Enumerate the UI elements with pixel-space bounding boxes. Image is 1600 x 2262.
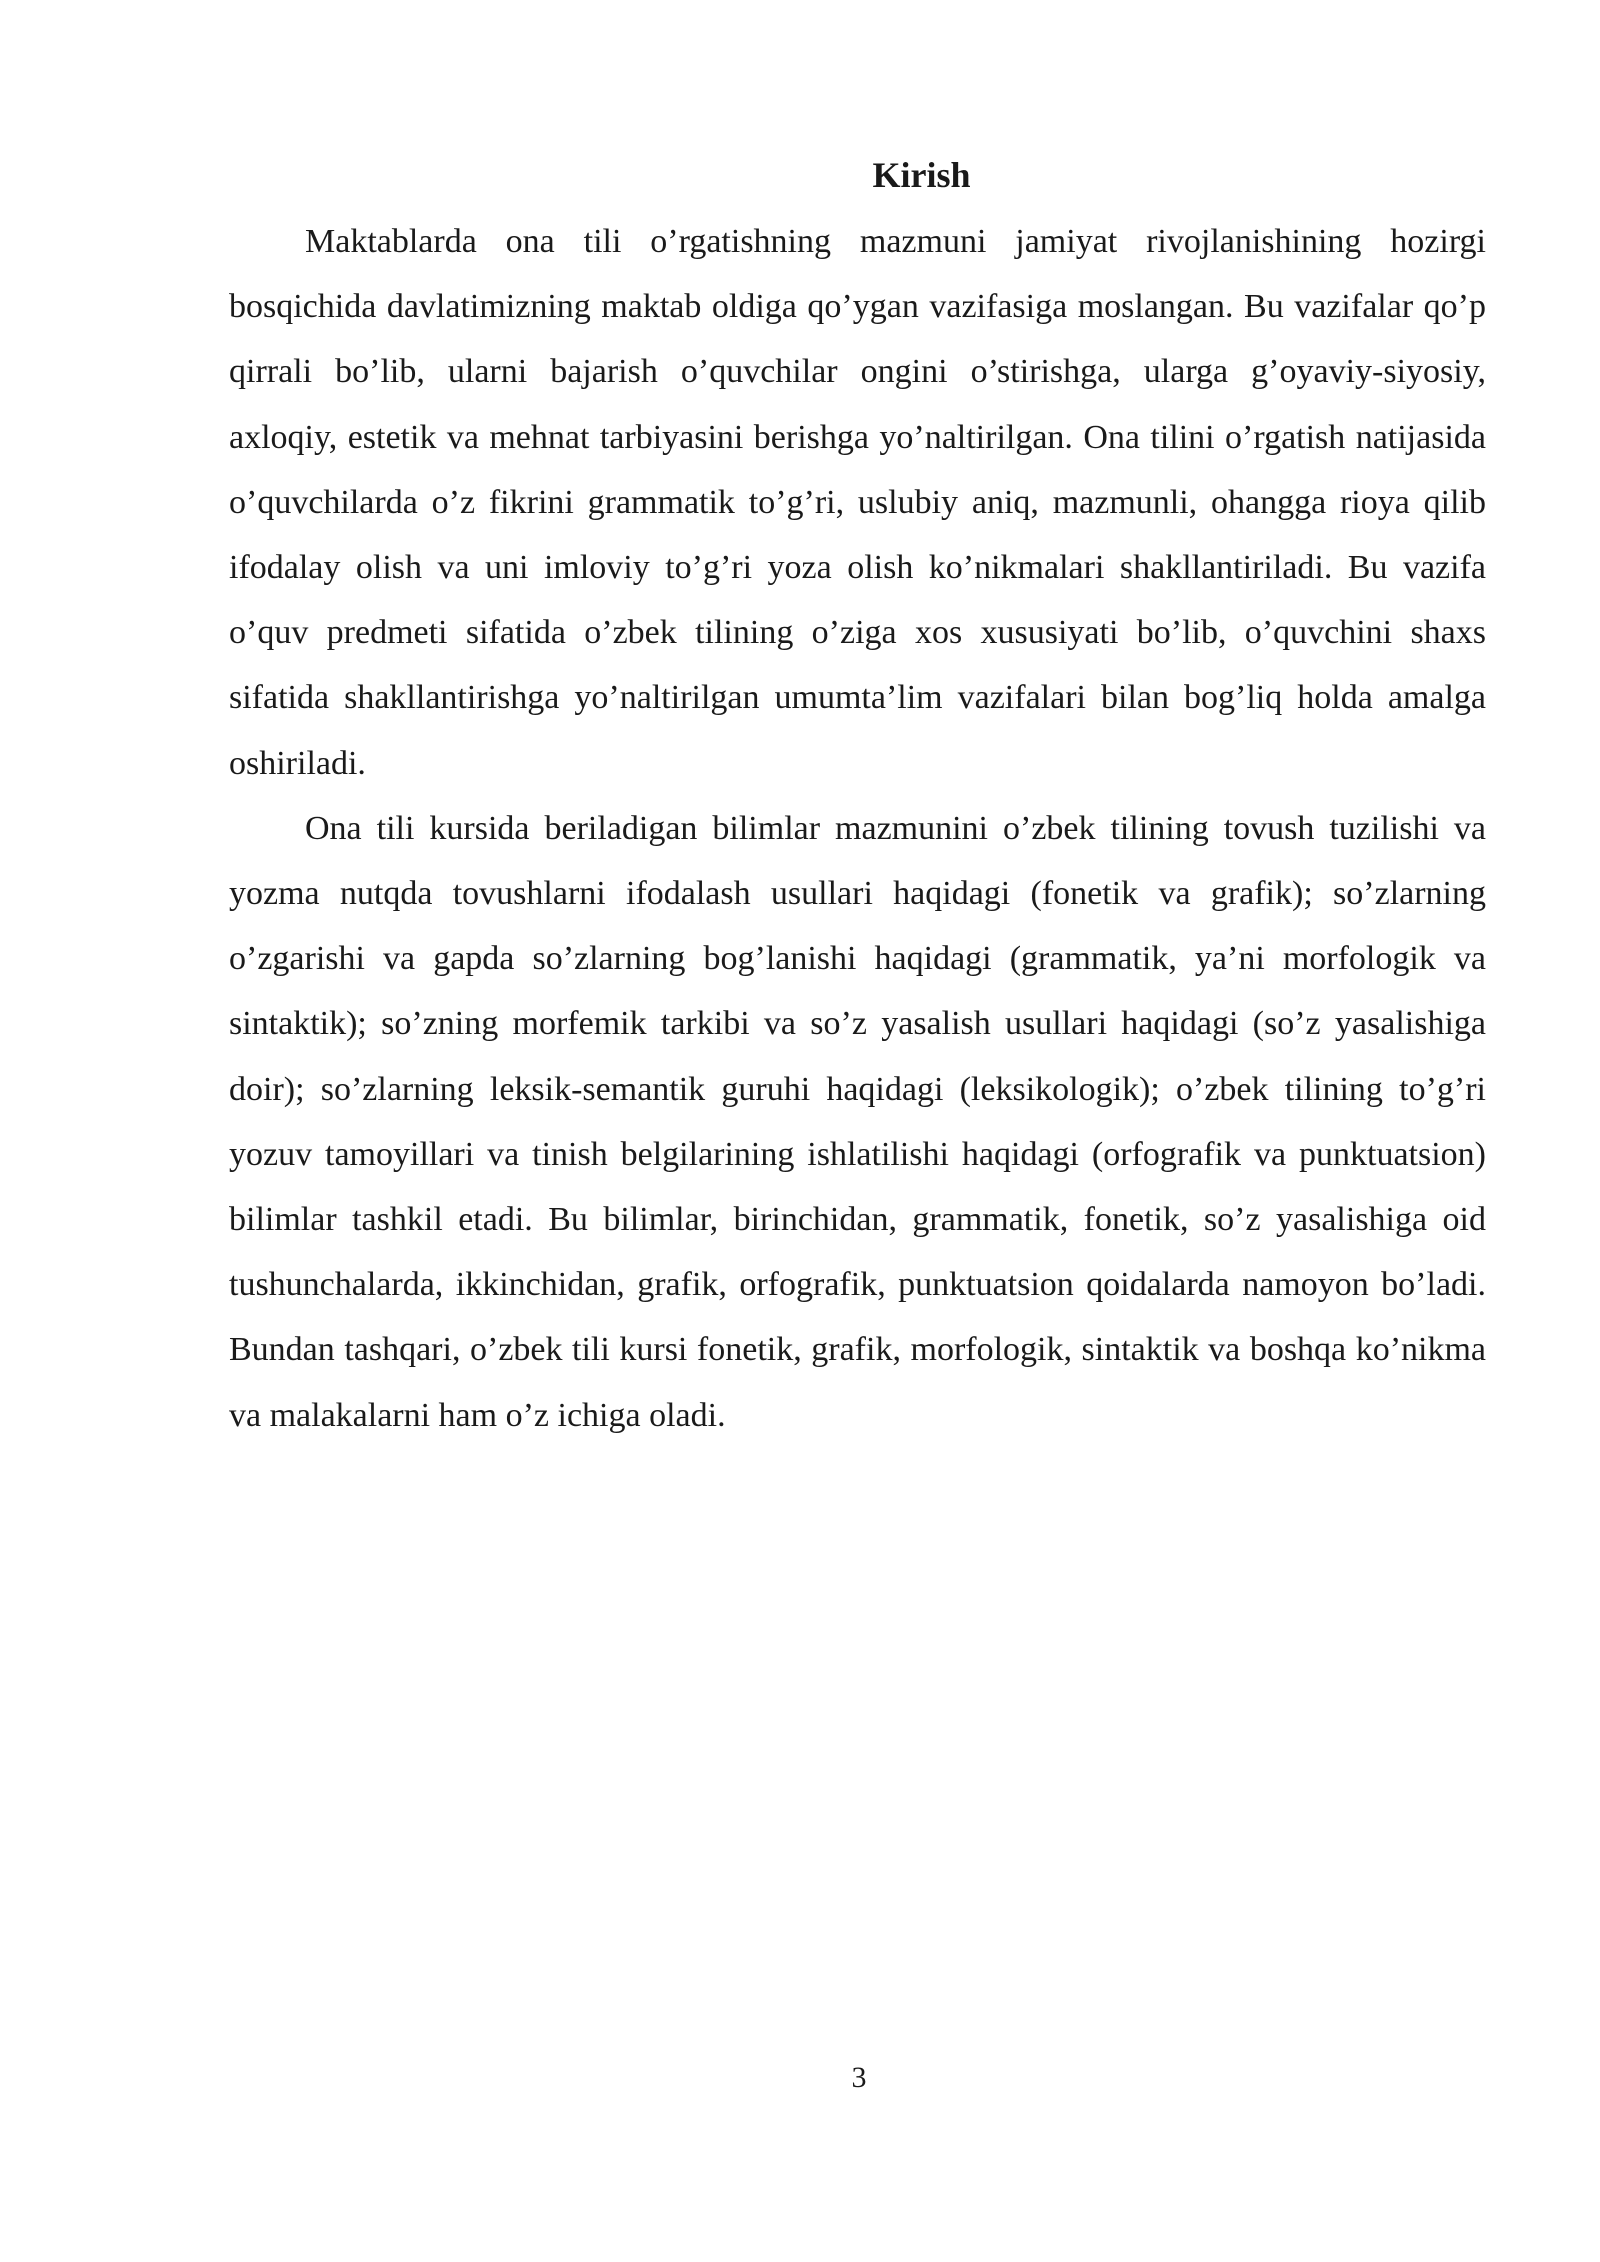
document-title: Kirish <box>872 155 971 195</box>
paragraph-1: Maktablarda ona tili o’rgatishning mazmuni jamiyat rivojlanishining hozirgi bosqichida davlatimizning maktab oldiga qo’ygan vazifasiga moslangan. Bu vazifalar qo’p qirrali bo’lib, ularni bajarish o’quvchilar ongini o’stirishga, ularga g’oyaviy-siyosiy, axloqiy, estetik va mehnat tarbiyasini berishga yo’naltirilgan. Ona tilini o’rgatish natijasida o’quvchilarda o’z fikrini grammatik to’g’ri, uslubiy aniq, mazmunli, ohangga rioya qilib ifodalay olish va uni imloviy to’g’ri yoza olish ko’nikmalari shakllantiriladi. Bu vazifa o’quv predmeti sifatida o’zbek tilining o’ziga xos xususiyati bo’lib, o’quvchini shaxs sifatida shakllantirishga yo’naltirilgan umumta’lim vazifalari bilan bog’liq holda amalga oshiriladi. <box>229 223 1486 782</box>
document-body <box>229 145 1486 1448</box>
paragraph-2: Ona tili kursida beriladigan bilimlar mazmunini o’zbek tilining tovush tuzilishi va yozma nutqda tovushlarni ifodalash usullari haqidagi (fonetik va grafik); so’zlarning o’zgarishi va gapda so’zlarning bog’lanishi haqidagi (grammatik, ya’ni morfologik va sintaktik); so’zning morfemik tarkibi va so’z yasalish usullari haqidagi (so’z yasalishiga doir); so’zlarning leksik-semantik guruhi haqidagi (leksikologik); o’zbek tilining to’g’ri yozuv tamoyillari va tinish belgilarining ishlatilishi haqidagi (orfografik va punktuatsion) bilimlar tashkil etadi. Bu bilimlar, birinchidan, grammatik, fonetik, so’z yasalishiga oid tushunchalarda, ikkinchidan, grafik, orfografik, punktuatsion qoidalarda namoyon bo’ladi. Bundan tashqari, o’zbek tili kursi fonetik, grafik, morfologik, sintaktik va boshqa ko’nikma va malakalarni ham o’z ichiga oladi. <box>229 809 1486 1434</box>
page-number: 3 <box>851 2061 867 2094</box>
